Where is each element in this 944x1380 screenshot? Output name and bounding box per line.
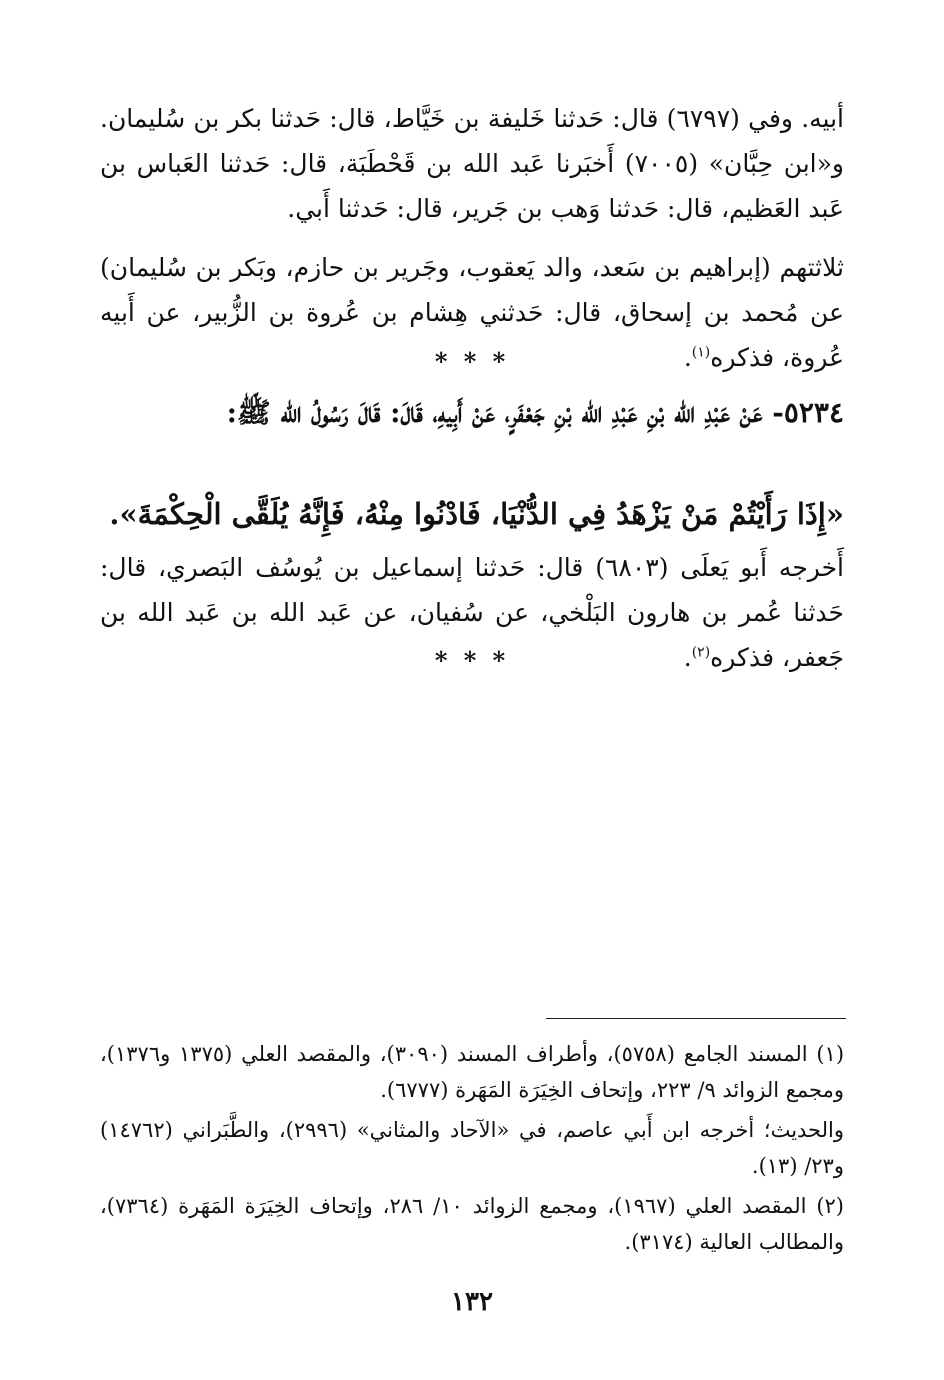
hadith-quote: «إِذَا رَأَيْتُمْ مَنْ يَزْهَدُ فِي الدُّنْيَا، فَادْنُوا مِنْهُ، فَإِنَّهُ يُلَقَّى الْحِكْمَةَ». xyxy=(109,497,844,531)
paragraph-text: أَخرجه أَبو يَعلَى (٦٨٠٣) قال: حَدثنا إسماعيل بن يُوسُف البَصري، قال: حَدثنا عُمر بن هارون البَلْخي، عن سُفيان، عن عَبد الله بن عَبد الله بن جَعفر، فذكره xyxy=(100,553,844,672)
footnote-1: (١) المسند الجامع (٥٧٥٨)، وأطراف المسند (٣٠٩٠)، والمقصد العلي (١٣٧٥ و١٣٧٦)، ومجمع الزوائد ٩/ ٢٢٣، وإتحاف الخِيَرَة المَهَرة (٦٧٧٧). xyxy=(100,1042,845,1102)
footnote-ref-1[interactable]: (١) xyxy=(691,344,711,361)
paragraph-end: . xyxy=(683,343,692,372)
footnote-ref-2[interactable]: (٢) xyxy=(691,644,711,661)
footnote-1-continuation: والحديث؛ أخرجه ابن أَبي عاصم، في «الآحاد والمثاني» (٢٩٩٦)، والطَّبَراني (١٤٧٦٢) و٢٣/ (١٣). xyxy=(100,1118,844,1178)
section-separator: * * * xyxy=(434,347,510,376)
paragraph-citation-1: أبيه. وفي (٦٧٩٧) قال: حَدثنا خَليفة بن خَيَّاط، قال: حَدثنا بكر بن سُليمان. و«ابن حِبَّان» (٧٠٠٥) أَخبَرنا عَبد الله بن قَحْطَبَة، قال: حَدثنا العَباس بن عَبد العَظيم، قال: حَدثنا وَهب بن جَرير، قال: حَدثنا أَبي. xyxy=(100,104,845,223)
section-separator: * * * xyxy=(434,646,510,675)
paragraph-end: . xyxy=(683,643,692,672)
page-number: ١٣٢ xyxy=(451,1287,493,1317)
hadith-heading: ٥٢٣٤- عَنْ عَبْدِ الله بْنِ عَبْدِ الله بْنِ جَعْفَرٍ، عَنْ أَبِيهِ، قَالَ: قَالَ رَسُولُ الله ﷺ: xyxy=(226,396,844,429)
footnote-2: (٢) المقصد العلي (١٩٦٧)، ومجمع الزوائد ١٠/ ٢٨٦، وإتحاف الخِيَرَة المَهَرة (٧٣٦٤)، والمطالب العالية (٣١٧٤). xyxy=(100,1194,844,1254)
paragraph-text: ثلاثتهم (إبراهيم بن سَعد، والد يَعقوب، وجَرير بن حازم، وبَكر بن سُليمان) عن مُحمد بن إسحاق، قال: حَدثني هِشام بن عُروة بن الزُّبير، عن أَبيه عُروة، فذكره xyxy=(100,253,844,372)
footnote-divider xyxy=(546,1018,846,1019)
